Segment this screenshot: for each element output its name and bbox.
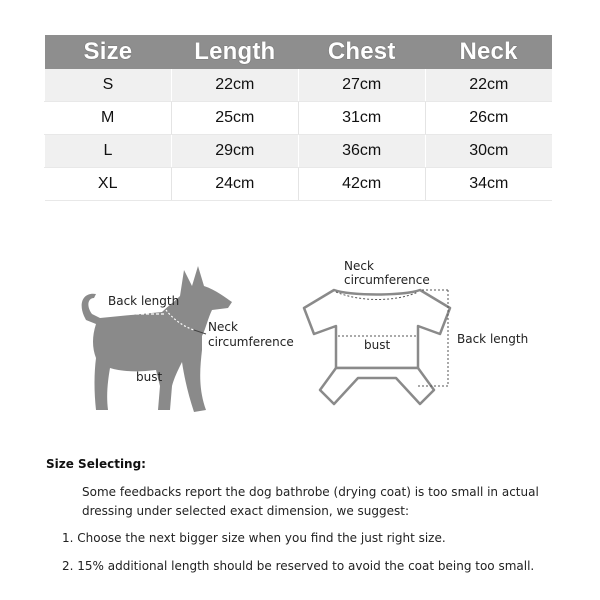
cell-neck: 30cm xyxy=(425,135,552,168)
cell-neck: 26cm xyxy=(425,102,552,135)
coat-neck-label-line2: circumference xyxy=(344,273,430,287)
cell-size: XL xyxy=(45,168,172,201)
header-length: Length xyxy=(171,35,298,69)
table-row xyxy=(45,168,553,201)
cell-length: 22cm xyxy=(171,69,298,102)
size-chart-table xyxy=(44,35,552,201)
table-row xyxy=(45,102,553,135)
size-chart-header-row xyxy=(45,35,553,69)
header-neck: Neck xyxy=(425,35,552,69)
table-row xyxy=(45,69,553,102)
coat-measurement-diagram xyxy=(300,256,540,416)
notes-heading: Size Selecting: xyxy=(46,457,146,471)
cell-chest: 36cm xyxy=(298,135,425,168)
cell-size: M xyxy=(45,102,172,135)
dog-neck-label: Neck xyxy=(208,320,238,334)
cell-chest: 31cm xyxy=(298,102,425,135)
cell-chest: 27cm xyxy=(298,69,425,102)
cell-length: 24cm xyxy=(171,168,298,201)
cell-length: 29cm xyxy=(171,135,298,168)
cell-size: L xyxy=(45,135,172,168)
coat-back-length-label: Back length xyxy=(457,332,529,346)
dog-back-length-label: Back length xyxy=(108,294,180,308)
notes-item-2: 2. 15% additional length should be reserved to avoid the coat being too small. xyxy=(62,559,535,573)
coat-neck-label: Neck xyxy=(344,259,374,273)
cell-size: S xyxy=(45,69,172,102)
table-row xyxy=(45,135,553,168)
header-size: Size xyxy=(45,35,172,69)
cell-length: 25cm xyxy=(171,102,298,135)
dog-measurement-diagram xyxy=(70,258,300,423)
notes-item-1: 1. Choose the next bigger size when you find the just right size. xyxy=(62,531,446,545)
dog-neck-label-line2: circumference xyxy=(208,335,294,349)
dog-bust-label: bust xyxy=(136,370,163,384)
header-chest: Chest xyxy=(298,35,425,69)
coat-bust-label: bust xyxy=(364,338,391,352)
cell-neck: 22cm xyxy=(425,69,552,102)
cell-chest: 42cm xyxy=(298,168,425,201)
cell-neck: 34cm xyxy=(425,168,552,201)
notes-paragraph: Some feedbacks report the dog bathrobe (drying coat) is too small in actual dressing under selected exact dimension, we suggest: xyxy=(82,485,539,518)
